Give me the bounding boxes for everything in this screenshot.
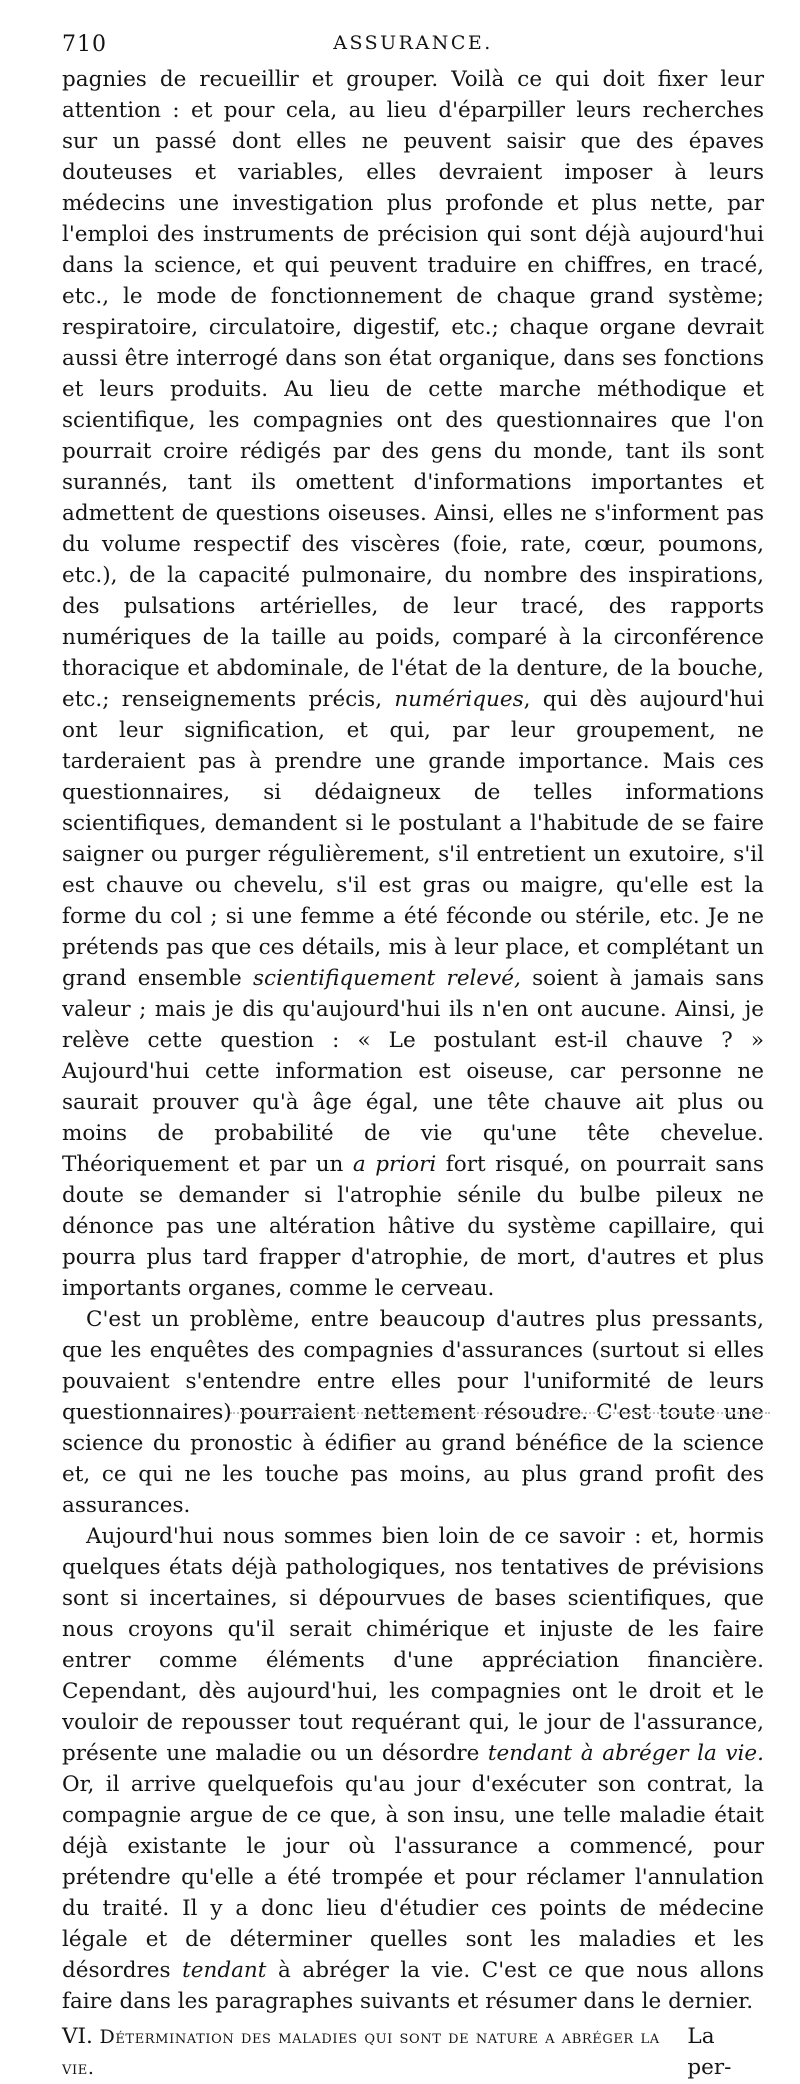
- paragraph-text: soient à jamais sans valeur ; mais je dis qu'aujourd'hui ils n'en ont aucune. Ainsi, je relève cette question : « Le postulant est-il chauve ? » Aujourd'hui cette information est oiseuse, car personne ne saurait prouver qu'à âge égal, une tête chauve ait plus ou moins de probabilité de vie qu'une tête chevelue. Théoriquement et par un: [62, 966, 764, 1177]
- paragraph-text: , qui dès aujourd'hui ont leur signification, et qui, par leur groupement, ne tarderaient pas à prendre une grande importance. Mais ces questionnaires, si dédaigneux de telles informations scientifiques, demandent si le postulant a l'habitude de se faire saigner ou purger régulièrement, s'il entretient un exutoire, s'il est chauve ou chevelu, s'il est gras ou maigre, qu'elle est la forme du col ; si une femme a été féconde ou stérile, etc. Je ne prétends pas que ces détails, mis à leur place, et complétant un grand ensemble: [62, 687, 764, 991]
- emphasis: a priori: [352, 1152, 437, 1177]
- scan-bleed-through: [230, 1412, 770, 1414]
- section-number: VI.: [62, 2024, 93, 2049]
- paragraph: C'est un problème, entre beaucoup d'autres plus pressants, que les enquêtes des compagnies d'assurances (surtout si elles pouvaient s'entendre entre elles pour l'uniformité de leurs questionnaires) pourraient nettement résoudre. C'est toute une science du pronostic à édifier au grand bénéfice de la science et, ce qui ne les touche pas moins, au plus grand profit des assurances.: [62, 1307, 764, 1518]
- section-title: [62, 2021, 687, 2084]
- paragraph-text: Aujourd'hui nous sommes bien loin de ce savoir : et, hormis quelques états déjà pathologiques, nos tentatives de prévisions sont si incertaines, si dépourvues de bases scientifiques, que nous croyons qu'il serait chimérique et injuste de les faire entrer comme éléments d'une appréciation financière. Cependant, dès aujourd'hui, les compagnies ont le droit et le vouloir de repousser tout requérant qui, le jour de l'assurance, présente une maladie ou un désordre: [62, 1524, 764, 1766]
- paragraph: [62, 64, 764, 1304]
- emphasis: tendant: [182, 1958, 267, 1983]
- running-title: ASSURANCE.: [333, 32, 493, 54]
- emphasis: scientifiquement relevé,: [253, 966, 521, 991]
- section-continuation: La per-: [687, 2024, 732, 2080]
- section-heading: [62, 2021, 764, 2084]
- emphasis: tendant à abréger la vie.: [487, 1741, 764, 1766]
- section-title-text: Détermination des maladies qui sont de nature a abréger la vie.: [62, 2026, 660, 2079]
- body-text: [62, 64, 764, 2017]
- paragraph-text: pagnies de recueillir et grouper. Voilà ce qui doit fixer leur attention : et pour cela, au lieu d'éparpiller leurs recherches sur un passé dont elles ne peuvent saisir que des épaves douteuses et variables, elles devraient imposer à leurs médecins une investigation plus profonde et plus nette, par l'emploi des instruments de précision qui sont déjà aujourd'hui dans la science, et qui peuvent traduire en chiffres, en tracé, etc., le mode de fonctionnement de chaque grand système; respiratoire, circulatoire, digestif, etc.; chaque organe devrait aussi être interrogé dans son état organique, dans ses fonctions et leurs produits. Au lieu de cette marche méthodique et scientifique, les compagnies ont des questionnaires que l'on pourrait croire rédigés par des gens du monde, tant ils sont surannés, tant ils omettent d'informations importantes et admettent de questions oiseuses. Ainsi, elles ne s'informent pas du volume respectif des viscères (foie, rate, cœur, poumons, etc.), de la capacité pulmonaire, du nombre des inspirations, des pulsations artérielles, de leur tracé, des rapports numériques de la taille au poids, comparé à la circonférence thoracique et abdominale, de l'état de la denture, de la bouche, etc.; renseignements précis,: [62, 67, 764, 712]
- page-number: 710: [62, 32, 107, 57]
- running-head: [62, 30, 764, 64]
- paragraph-text: à abréger la vie. C'est ce que nous allons faire dans les paragraphes suivants et résumer dans le dernier.: [62, 1958, 764, 2014]
- emphasis: numériques: [394, 687, 524, 712]
- paragraph-text: Or, il arrive quelquefois qu'au jour d'exécuter son contrat, la compagnie argue de ce que, à son insu, une telle maladie était déjà existante le jour où l'assurance a commencé, pour prétendre qu'elle a été trompée et pour réclamer l'annulation du traité. Il y a donc lieu d'étudier ces points de médecine légale et de déterminer quelles sont les maladies et les désordres: [62, 1772, 764, 1983]
- paragraph: [62, 1521, 764, 2017]
- paragraph-text: fort risqué, on pourrait sans doute se demander si l'atrophie sénile du bulbe pileux ne dénonce pas une altération hâtive du système capillaire, qui pourra plus tard frapper d'atrophie, de mort, d'autres et plus importants organes, comme le cerveau.: [62, 1152, 764, 1301]
